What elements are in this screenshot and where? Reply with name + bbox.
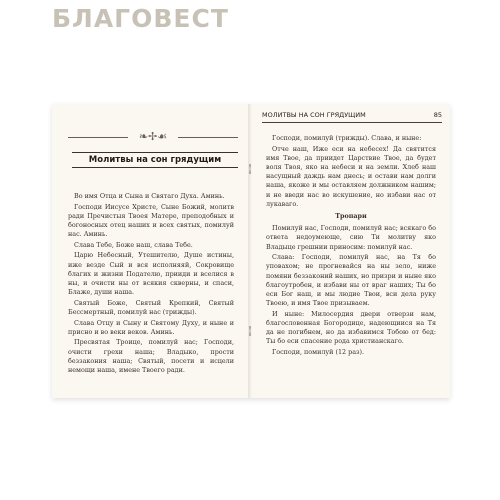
watermark-logo: БЛАГОВЕСТ <box>52 4 229 33</box>
paragraph: Во имя Отца и Сына и Святаго Духа. Аминь. <box>74 192 225 200</box>
paragraph: Святый Боже, Святый Крепкий, Святый Бессмертный, помилуй нас (трижды). <box>68 298 234 316</box>
paragraph: Слава Тебе, Боже наш, слава Тебе. <box>74 240 193 249</box>
page-number: 85 <box>433 111 442 119</box>
chapter-title: Молитвы на сон грядущим <box>72 152 238 168</box>
ornament-divider <box>68 130 238 144</box>
paragraph: Помилуй нас, Господи, помилуй нас; всякаго бо ответа недоумеюще, сию Ти молитву яко Владыце грешнии приносим: помилуй нас. <box>266 224 436 251</box>
staple <box>249 326 251 336</box>
paragraph: Господи, помилуй (12 раз). <box>272 348 365 357</box>
paragraph: И ныне: Милосердия двери отверзи нам, благословенная Богородице, надеющиися на Тя да не погибнем, но да избавимся Тобою от бед: Ты бо еси спасение рода христианскаго. <box>266 309 436 346</box>
running-header <box>262 110 442 123</box>
paragraph: Господи Иисусе Христе, Сыне Божий, молитв ради Пречистыя Твоея Матере, преподобных и богоносных отец наших и всех святых, помилуй нас. Аминь. <box>68 202 234 239</box>
ornament-flourish-icon: ❧✢☙ <box>138 130 168 143</box>
staple <box>249 164 251 174</box>
left-page <box>52 104 250 398</box>
paragraph: Слава Отцу и Сыну и Святому Духу, и ныне и присно и во веки веков. Аминь. <box>68 318 234 336</box>
paragraph: Господи, помилуй (трижды). Слава, и ныне: <box>272 134 422 142</box>
paragraph: Царю Небесный, Утешителю, Душе истины, иже везде Сый и вся исполняяй, Сокровище благих и жизни Подателю, прииди и вселися в ны, и очисти ны от всякия скверны, и спаси, Блаже, души наша. <box>68 251 234 297</box>
open-book <box>52 104 450 398</box>
paragraph: Пресвятая Троице, помилуй нас; Господи, очисти грехи наша; Владыко, прости беззакония наша; Святый, посети и исцели немощи наша, имене Твоего ради. <box>68 338 234 374</box>
right-page-text <box>266 134 436 359</box>
section-heading: Тропари <box>335 212 367 221</box>
right-page <box>252 104 450 398</box>
left-page-text <box>68 192 234 377</box>
running-header-title: МОЛИТВЫ НА СОН ГРЯДУЩИМ <box>262 111 366 119</box>
paragraph: Отче наш, Иже еси на небесех! Да святится имя Твое, да приидет Царствие Твое, да будет воля Твоя, яко на небеси и на земли. Хлеб наш насущный даждь нам днесь; и остави нам долги наша, якоже и мы оставляем должником нашим; и не введи нас во искушение, но избави нас от лукаваго. <box>266 144 436 208</box>
paragraph: Слава: Господи, помилуй нас, на Тя бо уповахом; не прогневайся на ны зело, ниже помяни беззаконий наших, но призри и ныне яко благоутробен, и избави ны от враг наших; Ты бо еси Бог наш, и мы людие Твои, вси дела руку Твоею, и имя Твое призываем. <box>266 253 436 308</box>
